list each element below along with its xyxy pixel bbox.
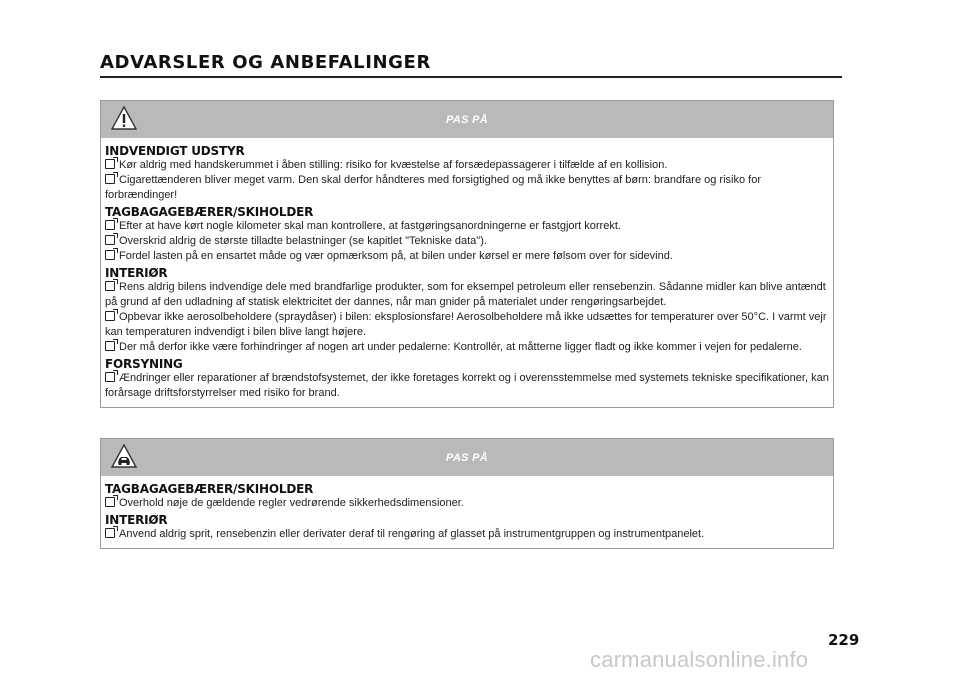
warning-box-header (101, 101, 833, 138)
checkbox-bullet-icon (105, 159, 115, 169)
checkbox-bullet-icon (105, 220, 115, 230)
warning-box-2 (100, 438, 834, 549)
bullet-text: Cigarettænderen bliver meget varm. Den skal derfor håndteres med forsigtighed og må ikke benyttes af børn: brandfare og risiko for forbrændinger! (105, 174, 761, 201)
warning-box-header (101, 439, 833, 476)
warning-box-title: PAS PÅ (446, 114, 488, 126)
bullet-item (105, 280, 829, 310)
section-heading: FORSYNING (105, 357, 183, 371)
bullet-text: Der må derfor ikke være forhindringer af nogen art under pedalerne: Kontrollér, at måtterne ligger fladt og ikke kommer i vejen for pedalerne. (119, 341, 802, 353)
checkbox-bullet-icon (105, 235, 115, 245)
bullet-item (105, 310, 829, 340)
warning-box-body (101, 138, 833, 407)
checkbox-bullet-icon (105, 250, 115, 260)
bullet-text: Fordel lasten på en ensartet måde og vær opmærksom på, at bilen under kørsel er mere følsom over for sidevind. (119, 250, 673, 262)
checkbox-bullet-icon (105, 528, 115, 538)
bullet-item (105, 371, 829, 401)
section-heading: TAGBAGAGEBÆRER/SKIHOLDER (105, 482, 314, 496)
checkbox-bullet-icon (105, 497, 115, 507)
bullet-text: Rens aldrig bilens indvendige dele med brandfarlige produkter, som for eksempel petroleum eller rensebenzin. Sådanne midler kan blive antændt på grund af den udladning af statisk elektricitet der dannes, når man gnider på materialet under rengøringsarbejdet. (105, 281, 826, 308)
bullet-text: Kør aldrig med handskerummet i åben stilling: risiko for kvæstelse af forsædepassagerer i tilfælde af en kollision. (119, 159, 668, 171)
bullet-item (105, 158, 829, 173)
bullet-item (105, 234, 829, 249)
checkbox-bullet-icon (105, 174, 115, 184)
bullet-item (105, 219, 829, 234)
bullet-item (105, 340, 829, 355)
bullet-text: Ændringer eller reparationer af brændstofsystemet, der ikke foretages korrekt og i overensstemmelse med systemets tekniske specifikationer, kan forårsage driftsforstyrrelser med risiko for brand. (105, 372, 829, 399)
bullet-text: Overskrid aldrig de største tilladte belastninger (se kapitlet "Tekniske data"). (119, 235, 487, 247)
warning-box-body (101, 476, 833, 548)
section-heading: TAGBAGAGEBÆRER/SKIHOLDER (105, 205, 314, 219)
checkbox-bullet-icon (105, 281, 115, 291)
watermark: carmanualsonline.info (590, 647, 809, 672)
warning-box-1 (100, 100, 834, 408)
page-header (100, 52, 842, 78)
bullet-item (105, 249, 829, 264)
bullet-item (105, 173, 829, 203)
checkbox-bullet-icon (105, 341, 115, 351)
bullet-text: Anvend aldrig sprit, rensebenzin eller derivater deraf til rengøring af glasset på instrumentgruppen og instrumentpanelet. (119, 528, 705, 540)
bullet-text: Overhold nøje de gældende regler vedrørende sikkerhedsdimensioner. (119, 497, 464, 509)
section-heading: INTERIØR (105, 266, 168, 280)
page-title: ADVARSLER OG ANBEFALINGER (100, 52, 431, 73)
bullet-text: Efter at have kørt nogle kilometer skal man kontrollere, at fastgøringsanordningerne er fastgjort korrekt. (119, 220, 621, 232)
checkbox-bullet-icon (105, 311, 115, 321)
warning-box-title: PAS PÅ (446, 452, 488, 464)
checkbox-bullet-icon (105, 372, 115, 382)
section-heading: INDVENDIGT UDSTYR (105, 144, 245, 158)
bullet-item (105, 496, 829, 511)
bullet-text: Opbevar ikke aerosolbeholdere (spraydåser) i bilen: eksplosionsfare! Aerosolbeholdere må ikke udsættes for temperaturer over 50°C. I varmt vejr kan temperaturen indvendigt i bilen blive langt højere. (105, 311, 827, 338)
bullet-item (105, 527, 829, 542)
page-number: 229 (828, 631, 860, 649)
section-heading: INTERIØR (105, 513, 168, 527)
